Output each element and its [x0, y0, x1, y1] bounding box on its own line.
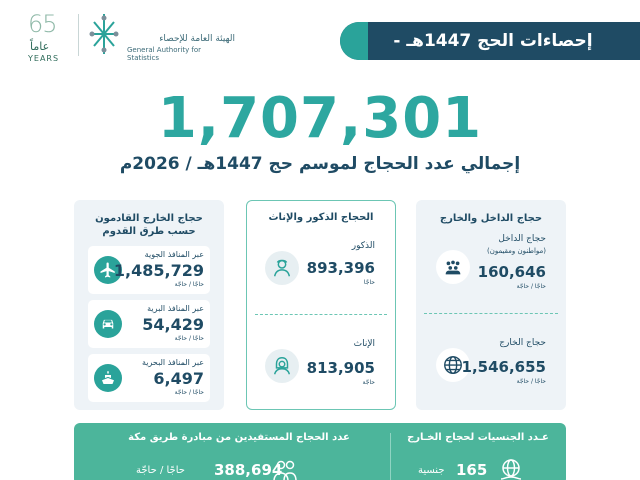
bottom-divider [390, 433, 391, 480]
arrival-air-label: عبر المنافذ الجوية [144, 250, 204, 259]
nationalities-title: عـدد الجنسيات لحجاج الخـارج [407, 432, 549, 443]
arrival-sea-card [88, 354, 210, 402]
male-label: الذكور [351, 241, 375, 251]
domestic-value: 160,646 [477, 263, 546, 281]
gastat-logo-icon [86, 12, 122, 56]
anniversary-english: YEARS [28, 54, 60, 63]
foreign-label: حجاج الخارج [499, 338, 546, 348]
arrival-sea-value: 6,497 [153, 369, 204, 388]
arrival-sea-unit: حاجًا / حاجّة [174, 389, 204, 396]
origin-heading: حجاج الداخل والخارج [439, 213, 543, 224]
foreign-value: 1,546,655 [461, 358, 546, 376]
nationalities-unit: جنسية [418, 465, 445, 476]
female-unit: حاجّة [362, 379, 375, 386]
total-pilgrims-caption: إجمالي عدد الحجاج لموسم حج 1447هـ / 2026م [119, 154, 521, 174]
nationalities-value: 165 [456, 461, 488, 479]
anniversary-number: 65 [28, 10, 57, 38]
arrival-sea-label: عبر المنافذ البحرية [141, 358, 204, 367]
pilgrims-group-icon [272, 457, 298, 480]
male-pilgrim-icon [265, 251, 299, 285]
title-banner [340, 22, 640, 89]
anniversary-logo [28, 10, 70, 63]
arrival-air-unit: حاجًا / حاجّة [174, 281, 204, 288]
arrival-air-value: 1,485,729 [113, 261, 204, 280]
makkah-route-value: 388,694 [214, 461, 283, 479]
arrival-land-card [88, 300, 210, 348]
makkah-route-title: عدد الحجاج المستفيدين من مبادرة طريق مكة [128, 432, 350, 443]
group-people-icon [436, 250, 470, 284]
globe-hand-icon [498, 457, 524, 480]
domestic-sublabel: (مواطنون ومقيمون) [486, 247, 546, 255]
female-value: 813,905 [306, 359, 375, 377]
arrival-modes-heading-line2: حسب طرق القدوم [102, 226, 196, 237]
male-unit: حاجًا [363, 279, 375, 286]
car-icon [94, 310, 122, 338]
arrival-modes-panel [74, 200, 224, 410]
page-title: إحصاءات الحج 1447هـ - 2026م [393, 31, 593, 89]
ship-icon [94, 364, 122, 392]
male-value: 893,396 [306, 259, 375, 277]
bottom-stats-bar [74, 423, 566, 480]
gastat-name [127, 34, 235, 62]
female-block [247, 329, 395, 409]
gastat-name-arabic: الهيئة العامة للإحصاء [159, 34, 235, 44]
foreign-block [416, 328, 566, 408]
domestic-block [416, 230, 566, 310]
domestic-label: حجاج الداخل [498, 234, 546, 244]
gender-divider [255, 314, 387, 315]
foreign-unit: حاجًا / حاجّة [516, 378, 546, 385]
female-label: الإناث [353, 339, 375, 349]
total-pilgrims-number: 1,707,301 [157, 86, 483, 151]
arrival-modes-heading-line1: حجاج الخارج القادمون [95, 213, 203, 224]
female-pilgrim-icon [265, 349, 299, 383]
gender-panel [246, 200, 396, 410]
anniversary-arabic: عاماً [30, 40, 50, 53]
origin-divider [424, 313, 558, 314]
domestic-unit: حاجًا / حاجّة [516, 283, 546, 290]
header-divider [78, 14, 79, 56]
origin-panel [416, 200, 566, 410]
arrival-air-card [88, 246, 210, 294]
arrival-land-unit: حاجًا / حاجّة [174, 335, 204, 342]
makkah-route-unit: حاجًا / حاجّة [136, 465, 185, 476]
male-block [247, 231, 395, 311]
gender-heading: الحجاج الذكور والإناث [268, 212, 374, 223]
gastat-name-english: General Authority for Statistics [127, 46, 202, 62]
arrival-land-value: 54,429 [142, 315, 204, 334]
arrival-land-label: عبر المنافذ البرية [147, 304, 204, 313]
